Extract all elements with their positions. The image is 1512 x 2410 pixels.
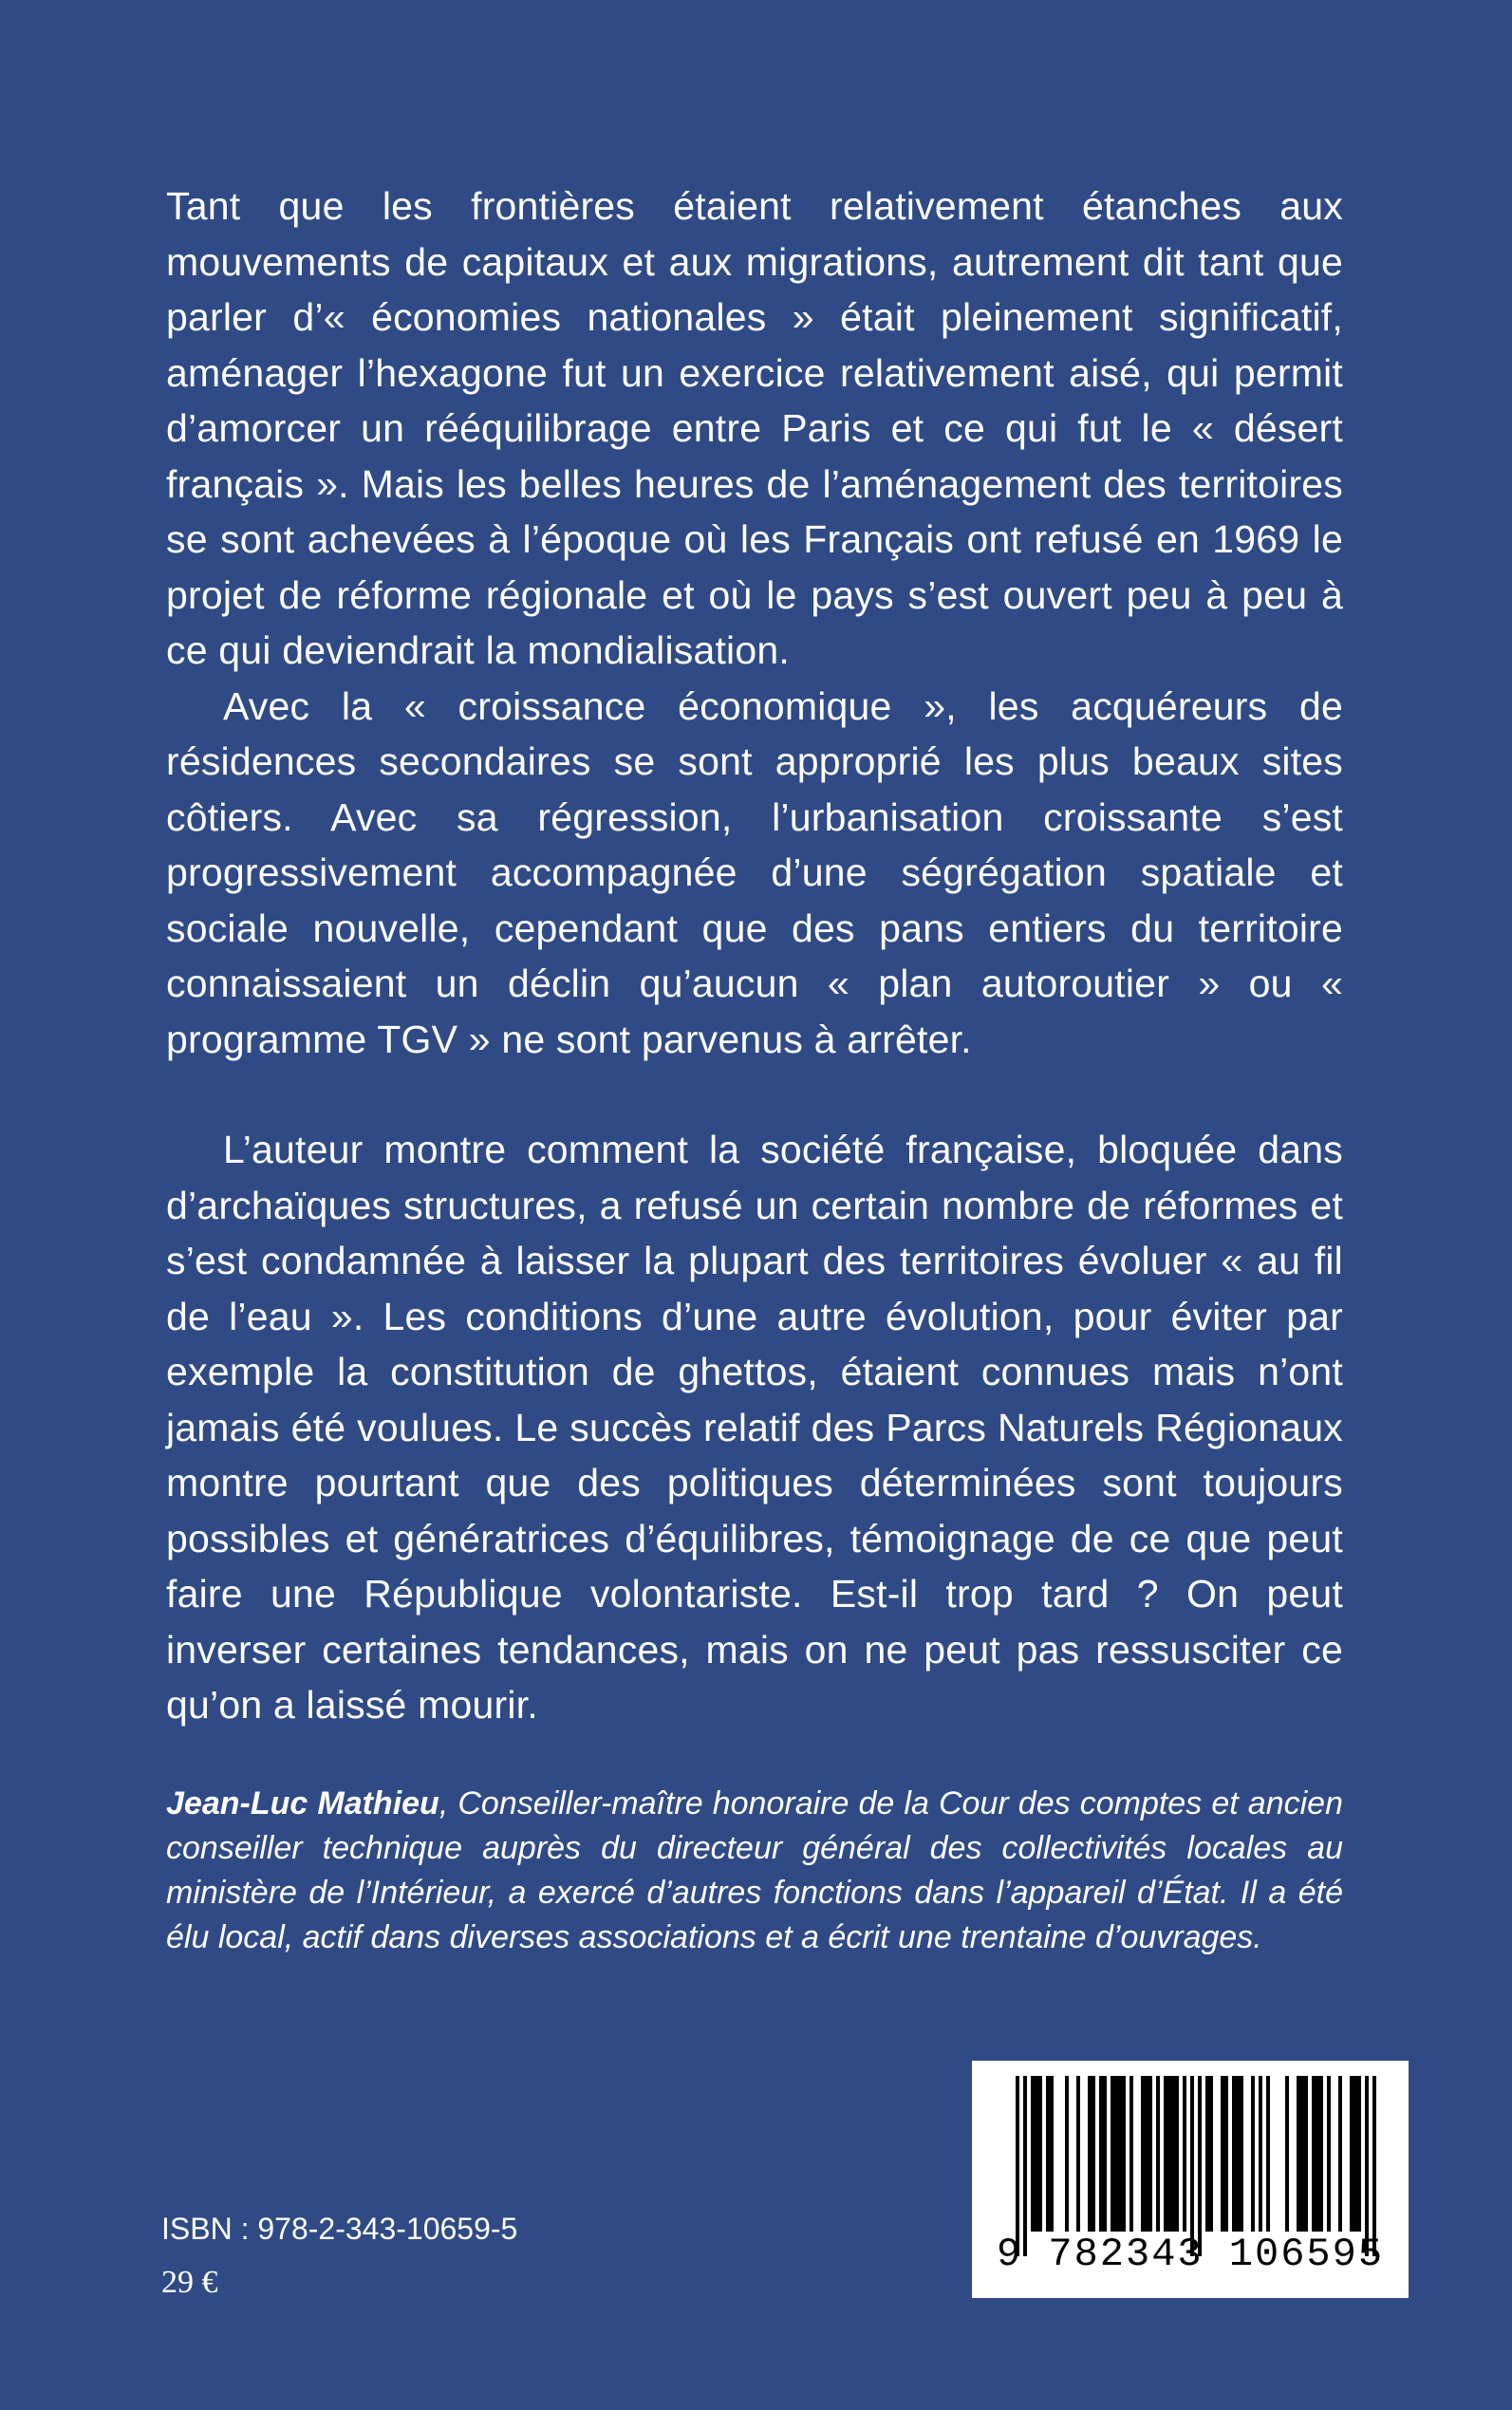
barcode-bar bbox=[1099, 2076, 1103, 2232]
barcode-bar bbox=[1259, 2076, 1262, 2232]
barcode-bar bbox=[1118, 2076, 1122, 2232]
barcode-bar bbox=[1285, 2076, 1289, 2232]
barcode-bar bbox=[1167, 2076, 1171, 2232]
barcode-bar bbox=[1300, 2076, 1304, 2232]
summary-paragraph-3: L’auteur montre comment la société française, bloquée dans d’archaïques structures, a refusé un certain nombre de réformes et s’est condamnée à laisser la plupart des territoires évoluer « au fil de l’eau ». Les conditions d’une autre évolution, pour éviter par exemple la constitution de ghettos, étaient connues mais n’ont jamais été voulues. Le succès relatif des Parcs Naturels Régionaux montre pourtant que des politiques déterminées sont toujours possibles et génératrices d’équilibres, témoignage de ce que peut faire une République volontariste. Est-il trop tard ? On peut inverser certaines tendances, mais on ne peut pas ressusciter ce qu’on a laissé mourir. bbox=[166, 1128, 1343, 1727]
barcode-bar bbox=[1266, 2076, 1270, 2232]
barcode-bar bbox=[1164, 2076, 1167, 2232]
barcode-bar bbox=[1046, 2076, 1050, 2232]
barcode-bar bbox=[1103, 2076, 1107, 2232]
barcode-bar bbox=[1023, 2076, 1027, 2256]
back-cover-summary bbox=[166, 178, 1343, 1733]
barcode-bar bbox=[1129, 2076, 1133, 2232]
barcode bbox=[972, 2061, 1409, 2298]
barcode-bar bbox=[1031, 2076, 1035, 2232]
author-bio-text: , Conseiller-maître honoraire de la Cour des comptes et ancien conseiller technique auprès du directeur général des collectivités locales au ministère de l’Intérieur, a exercé d’autres fonctions dans l’appareil d’État. Il a été élu local, actif dans diverses associations et a écrit une trentaine d’ouvrages. bbox=[166, 1785, 1343, 1955]
isbn: ISBN : 978-2-343-10659-5 bbox=[161, 2212, 518, 2246]
barcode-bar bbox=[1353, 2076, 1357, 2232]
price: 29 € bbox=[161, 2265, 218, 2300]
barcode-bar bbox=[1251, 2076, 1255, 2232]
barcode-bar bbox=[1357, 2076, 1361, 2232]
barcode-bar bbox=[1240, 2076, 1243, 2232]
barcode-bar bbox=[1141, 2076, 1145, 2232]
author-bio bbox=[166, 1782, 1343, 1960]
author-name: Jean-Luc Mathieu bbox=[166, 1785, 439, 1822]
barcode-bar bbox=[1092, 2076, 1095, 2232]
barcode-bar bbox=[1111, 2076, 1114, 2232]
barcode-bar bbox=[1175, 2076, 1179, 2232]
barcode-bar bbox=[1050, 2076, 1054, 2232]
barcode-bar bbox=[1016, 2076, 1019, 2256]
barcode-bar bbox=[1148, 2076, 1152, 2232]
barcode-bar bbox=[1183, 2076, 1186, 2232]
barcode-bar bbox=[1350, 2076, 1353, 2232]
barcode-bar bbox=[1365, 2076, 1369, 2256]
barcode-bar bbox=[1145, 2076, 1148, 2232]
barcode-bar bbox=[1156, 2076, 1160, 2232]
barcode-bar bbox=[1221, 2076, 1224, 2232]
barcode-bar bbox=[1372, 2076, 1376, 2256]
barcode-bar bbox=[1297, 2076, 1300, 2232]
barcode-bar bbox=[1114, 2076, 1118, 2232]
barcode-bar bbox=[1338, 2076, 1342, 2232]
barcode-bar bbox=[1198, 2076, 1202, 2256]
barcode-bar bbox=[1236, 2076, 1240, 2232]
barcode-bar bbox=[1209, 2076, 1213, 2232]
barcode-bar bbox=[1122, 2076, 1126, 2232]
barcode-bar bbox=[1190, 2076, 1194, 2256]
barcode-bar bbox=[1076, 2076, 1080, 2232]
barcode-bar bbox=[1232, 2076, 1236, 2232]
barcode-bar bbox=[1088, 2076, 1092, 2232]
summary-paragraph-1: Tant que les frontières étaient relativement étanches aux mouvements de capitaux et aux migrations, autrement dit tant que parler d’« économies nationales » était pleinement significatif, aménager l’hexagone fut un exercice relativement aisé, qui permit d’amorcer un rééquilibrage entre Paris et ce qui fut le « désert français ». Mais les belles heures de l’aménagement des territoires se sont achevées à l’époque où les Français ont refusé en 1969 le projet de réforme régionale et où le pays s’est ouvert peu à peu à ce qui deviendrait la mondialisation. bbox=[166, 184, 1343, 672]
barcode-bar bbox=[1304, 2076, 1308, 2232]
barcode-bar bbox=[1319, 2076, 1323, 2232]
barcode-bar bbox=[1312, 2076, 1316, 2232]
barcode-bar bbox=[1205, 2076, 1209, 2232]
barcode-bar bbox=[1038, 2076, 1042, 2232]
barcode-bar bbox=[1035, 2076, 1038, 2232]
barcode-digits: 9 782343 106595 bbox=[996, 2232, 1385, 2277]
barcode-bar bbox=[1327, 2076, 1331, 2232]
barcode-bar bbox=[1171, 2076, 1175, 2232]
summary-paragraph-2: Avec la « croissance économique », les acquéreurs de résidences secondaires se sont approprié les plus beaux sites côtiers. Avec sa régression, l’urbanisation croissante s’est progressivement accompagnée d’une ségrégation spatiale et sociale nouvelle, cependant que des pans entiers du territoire connaissaient un déclin qu’aucun « plan autoroutier » ou « programme TGV » ne sont parvenus à arrêter. bbox=[166, 683, 1343, 1061]
barcode-bar bbox=[1065, 2076, 1069, 2232]
barcode-bar bbox=[1316, 2076, 1319, 2232]
barcode-bar bbox=[1224, 2076, 1228, 2232]
